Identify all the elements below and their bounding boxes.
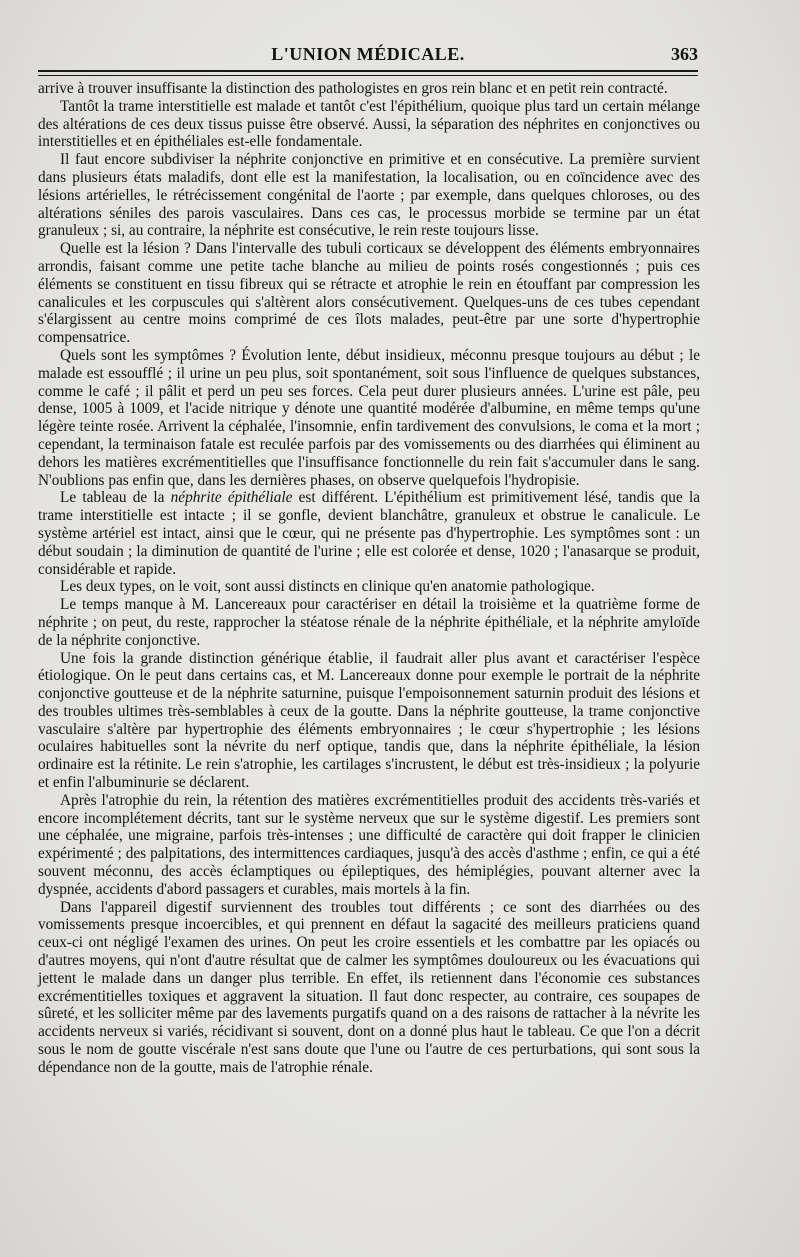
paragraph: Il faut encore subdiviser la néphrite conjonctive en primitive et en consécutive. La première survient dans plusieurs états maladifs, dont elle est la manifestation, la localisation, ou en coïncidence avec des lésions artérielles, le rétrécissement congénital de l'aorte ; par exemple, dans quelques chloroses, ou des altérations séniles des parois vasculaires. Dans ces cas, le processus morbide se termine par un état granuleux ; si, au contraire, la néphrite est consécutive, le rein reste toujours lisse. bbox=[38, 151, 700, 240]
paragraph: Dans l'appareil digestif surviennent des troubles tout différents ; ce sont des diarrhées ou des vomissements presque incoercibles, et qui prennent en défaut la sagacité des meilleurs praticiens quand ceux-ci ont négligé l'examen des urines. On peut les croire essentiels et les combattre par les opiacés ou d'autres moyens, qui n'ont d'autre résultat que de calmer les symptômes douloureux ou les évacuations qui jettent le malade dans un danger plus terrible. En effet, ils retiennent dans l'économie ces substances excrémentitielles toxiques et aggravent la situation. Il faut donc respecter, au contraire, ces soupapes de sûreté, et les solliciter même par des lavements purgatifs quand on a des raisons de rattacher à la névrite les accidents nerveux si variés, récidivant si souvent, dont on a donné plus haut le tableau. Ce que l'on a décrit sous le nom de goutte viscérale n'est sans doute que l'une ou l'autre de ces perturbations, qui sont sous la dépendance non de la goutte, mais de l'atrophie rénale. bbox=[38, 898, 700, 1076]
page-number: 363 bbox=[671, 44, 698, 64]
header-rule-thin bbox=[38, 75, 698, 76]
paragraph: Le tableau de la néphrite épithéliale est différent. L'épithélium est primitivement lésé, tandis que la trame interstitielle est intacte ; il se gonfle, devient blanchâtre, granuleux et obstrue le canalicule. Le système artériel est intact, ainsi que le cœur, qui ne présente pas d'hypertrophie. Les symptômes sont : un début soudain ; la diminution de quantité de l'urine ; elle est colorée et dense, 1020 ; l'anasarque se produit, considérable et rapide. bbox=[38, 489, 700, 578]
paragraph: Tantôt la trame interstitielle est malade et tantôt c'est l'épithélium, quoique plus tard un certain mélange des altérations de ces deux tissus puisse être observé. Aussi, la séparation des néphrites en conjonctives ou interstitielles et en épithéliales est-elle fondamentale. bbox=[38, 97, 700, 151]
italic-term: néphrite épithéliale bbox=[170, 489, 293, 507]
header-rule-thick bbox=[38, 70, 698, 72]
article-body bbox=[38, 80, 700, 1077]
paragraph: Après l'atrophie du rein, la rétention des matières excrémentitielles produit des accidents très-variés et encore incomplétement décrits, tant sur le système nerveux que sur le système digestif. Les premiers sont une céphalée, une migraine, parfois très-intenses ; une difficulté de caractère qui doit frapper le clinicien expérimenté ; des palpitations, des intermittences cardiaques, jusqu'à des accès d'asthme ; enfin, ce qui a été souvent méconnu, des accès éclamptiques ou épileptiques, des hémiplégies, pouvant alterner avec la dyspnée, accidents d'abord passagers et curables, mais mortels à la fin. bbox=[38, 791, 700, 898]
paragraph: Le temps manque à M. Lancereaux pour caractériser en détail la troisième et la quatrième forme de néphrite ; on peut, du reste, rapprocher la stéatose rénale de la néphrite épithéliale, et la néphrite amyloïde de la néphrite conjonctive. bbox=[38, 596, 700, 649]
running-title: L'UNION MÉDICALE. bbox=[271, 44, 465, 64]
paragraph: arrive à trouver insuffisante la distinction des pathologistes en gros rein blanc et en petit rein contracté. bbox=[38, 80, 668, 97]
paragraph: Une fois la grande distinction générique établie, il faudrait aller plus avant et caractériser l'espèce étiologique. On le peut dans certains cas, et M. Lancereaux donne pour exemple le portrait de la néphrite conjonctive goutteuse et de la néphrite saturnine, puisque l'empoisonnement saturnin produit des lésions et des troubles ultimes très-semblables à ceux de la goutte. Dans la néphrite goutteuse, la trame conjonctive vasculaire s'altère par hypertrophie des éléments embryonnaires ; le cœur s'hypertrophie ; les lésions oculaires habituelles sont la névrite du nerf optique, tandis que, dans la néphrite épithéliale, la lésion ordinaire est la rétinite. Le rein s'atrophie, les cartilages s'incrustent, le début est très-insidieux ; la polyurie et enfin l'albuminurie se déclarent. bbox=[38, 649, 700, 792]
paragraph: Les deux types, on le voit, sont aussi distincts en clinique qu'en anatomie pathologique. bbox=[60, 578, 595, 596]
paragraph: Quels sont les symptômes ? Évolution lente, début insidieux, méconnu presque toujours au début ; le malade est essoufflé ; il urine un peu plus, soit spontanément, soit sous l'influence de quelques substances, comme le café ; il pâlit et perd un peu ses forces. Cela peut durer plusieurs années. L'urine est pâle, peu dense, 1005 à 1009, et l'acide nitrique y dénote une quantité modérée d'albumine, en même temps qu'une légère teinte rosée. Arrivent la céphalée, l'insomnie, enfin tardivement des convulsions, le coma et la mort ; cependant, la terminaison fatale est reculée parfois par des vomissements ou des diarrhées qui éliminent au dehors les matières excrémentitielles que l'insuffisance fonctionnelle du rein fait s'accumuler dans le sang. N'oublions pas enfin que, dans les dernières phases, on observe quelquefois l'hydropisie. bbox=[38, 346, 700, 489]
page-header bbox=[38, 40, 698, 66]
paragraph: Quelle est la lésion ? Dans l'intervalle des tubuli corticaux se développent des éléments embryonnaires arrondis, faisant comme une petite tache blanche au milieu de points rosés congestionnés ; puis ces éléments se constituent en tissu fibreux qui se rétracte et atrophie le rein en étouffant par compression les canalicules et les corpuscules qui s'altèrent alors consécutivement. Quelques-uns de ces tubes cependant s'élargissent au centre moins comprimé de ces îlots malades, peut-être par une sorte d'hypertrophie compensatrice. bbox=[38, 240, 700, 347]
